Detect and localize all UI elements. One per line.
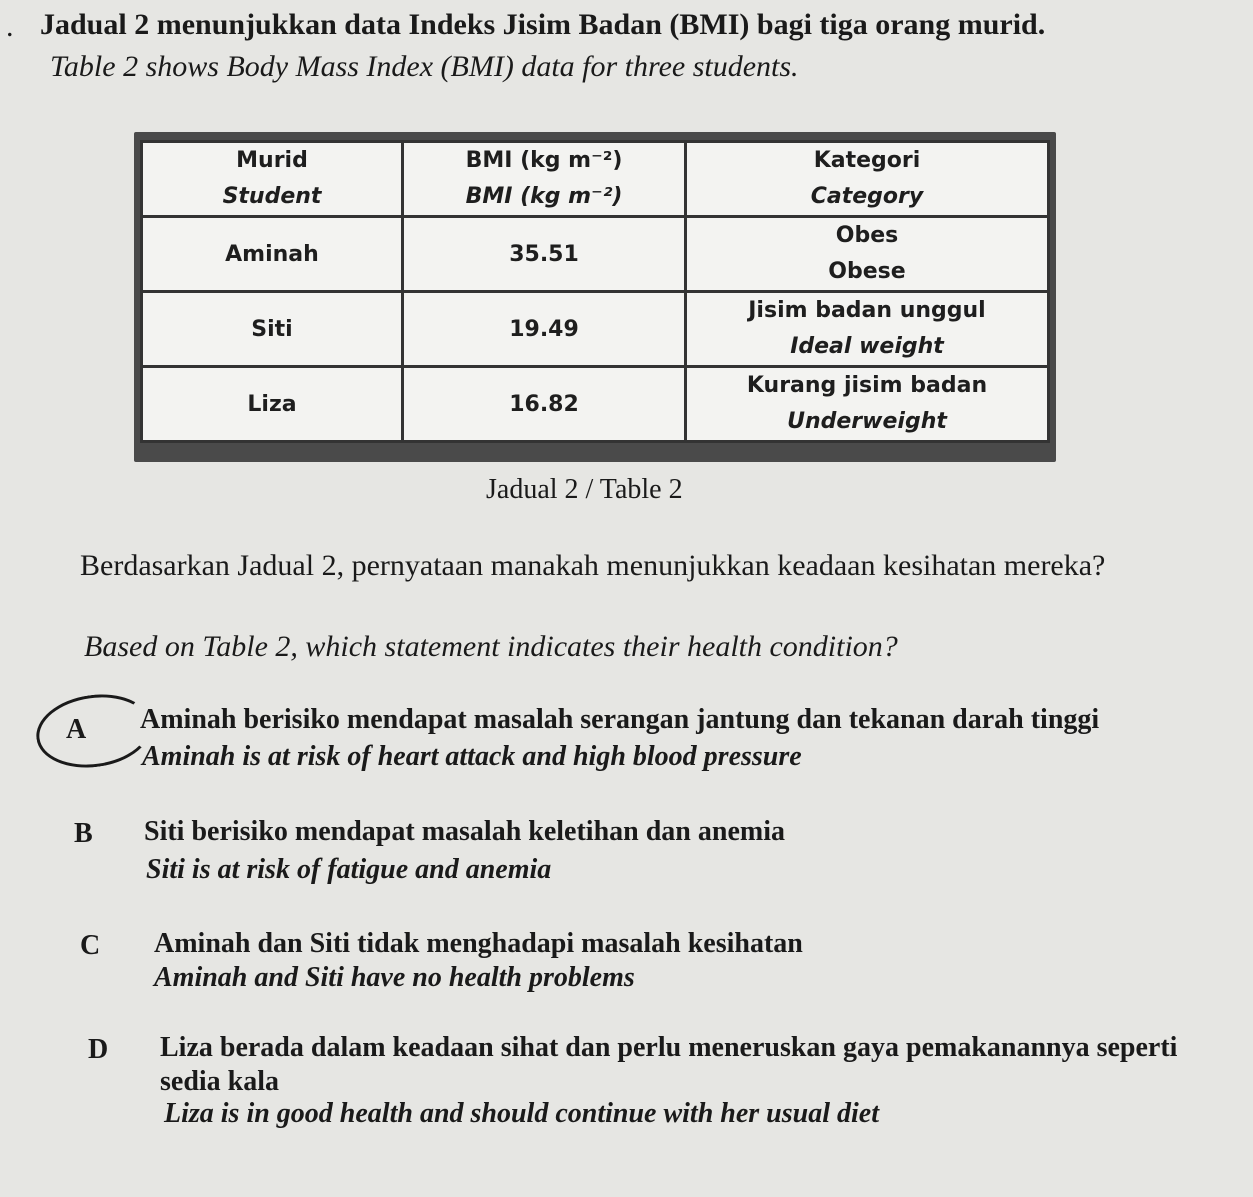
table-row [142, 217, 1049, 292]
header-category-en: Category [810, 184, 924, 209]
option-a-text-english[interactable]: Aminah is at risk of heart attack and high blood pressure [142, 741, 802, 772]
category-en: Obese [828, 259, 906, 284]
header-bmi-en: BMI (kg m⁻²) [465, 184, 623, 209]
table-row [142, 292, 1049, 367]
answer-circle-mark [32, 687, 157, 774]
option-b-text-malay[interactable]: Siti berisiko mendapat masalah keletihan dan anemia [144, 816, 785, 847]
intro-text-malay: Jadual 2 menunjukkan data Indeks Jisim Badan (BMI) bagi tiga orang murid. [40, 8, 1046, 41]
cell-category [686, 367, 1049, 442]
cell-bmi: 35.51 [403, 217, 686, 292]
question-stem-english: Based on Table 2, which statement indicates their health condition? [84, 630, 898, 663]
header-student [142, 142, 403, 217]
cell-student: Aminah [142, 217, 403, 292]
cell-student: Siti [142, 292, 403, 367]
intro-text-english: Table 2 shows Body Mass Index (BMI) data for three students. [50, 50, 799, 83]
option-b-letter[interactable]: B [74, 818, 93, 849]
option-c-letter[interactable]: C [80, 930, 101, 961]
category-ms: Kurang jisim badan [746, 373, 988, 398]
option-d-text-english[interactable]: Liza is in good health and should continue with her usual diet [164, 1098, 879, 1129]
table-row [142, 367, 1049, 442]
cell-category [686, 292, 1049, 367]
header-category-ms: Kategori [813, 148, 921, 173]
header-bmi [403, 142, 686, 217]
option-d-text-malay-line1[interactable]: Liza berada dalam keadaan sihat dan perlu meneruskan gaya pemakanannya seperti [160, 1032, 1178, 1063]
cell-bmi: 19.49 [403, 292, 686, 367]
option-a-text-malay[interactable]: Aminah berisiko mendapat masalah serangan jantung dan tekanan darah tinggi [140, 704, 1100, 735]
option-c-text-english[interactable]: Aminah and Siti have no health problems [154, 962, 635, 993]
category-ms: Jisim badan unggul [748, 298, 986, 323]
category-ms: Obes [835, 223, 899, 248]
table-header-row [142, 142, 1049, 217]
header-category [686, 142, 1049, 217]
header-student-ms: Murid [236, 148, 308, 173]
category-en: Ideal weight [790, 334, 944, 359]
question-stem-malay: Berdasarkan Jadual 2, pernyataan manakah menunjukkan keadaan kesihatan mereka? [80, 549, 1106, 582]
bmi-table [140, 140, 1050, 442]
table-caption: Jadual 2 / Table 2 [486, 474, 683, 505]
header-student-en: Student [222, 184, 322, 209]
bmi-data-table [140, 140, 1050, 443]
header-bmi-ms: BMI (kg m⁻²) [465, 148, 623, 173]
option-c-text-malay[interactable]: Aminah dan Siti tidak menghadapi masalah kesihatan [154, 928, 803, 959]
cell-bmi: 16.82 [403, 367, 686, 442]
option-b-text-english[interactable]: Siti is at risk of fatigue and anemia [146, 854, 552, 885]
option-d-letter[interactable]: D [88, 1034, 109, 1065]
category-en: Underweight [787, 409, 947, 434]
question-number-dot: . [6, 10, 14, 43]
cell-student: Liza [142, 367, 403, 442]
option-a-letter[interactable]: A [66, 714, 87, 745]
cell-category [686, 217, 1049, 292]
option-d-text-malay-line2[interactable]: sedia kala [160, 1066, 280, 1097]
